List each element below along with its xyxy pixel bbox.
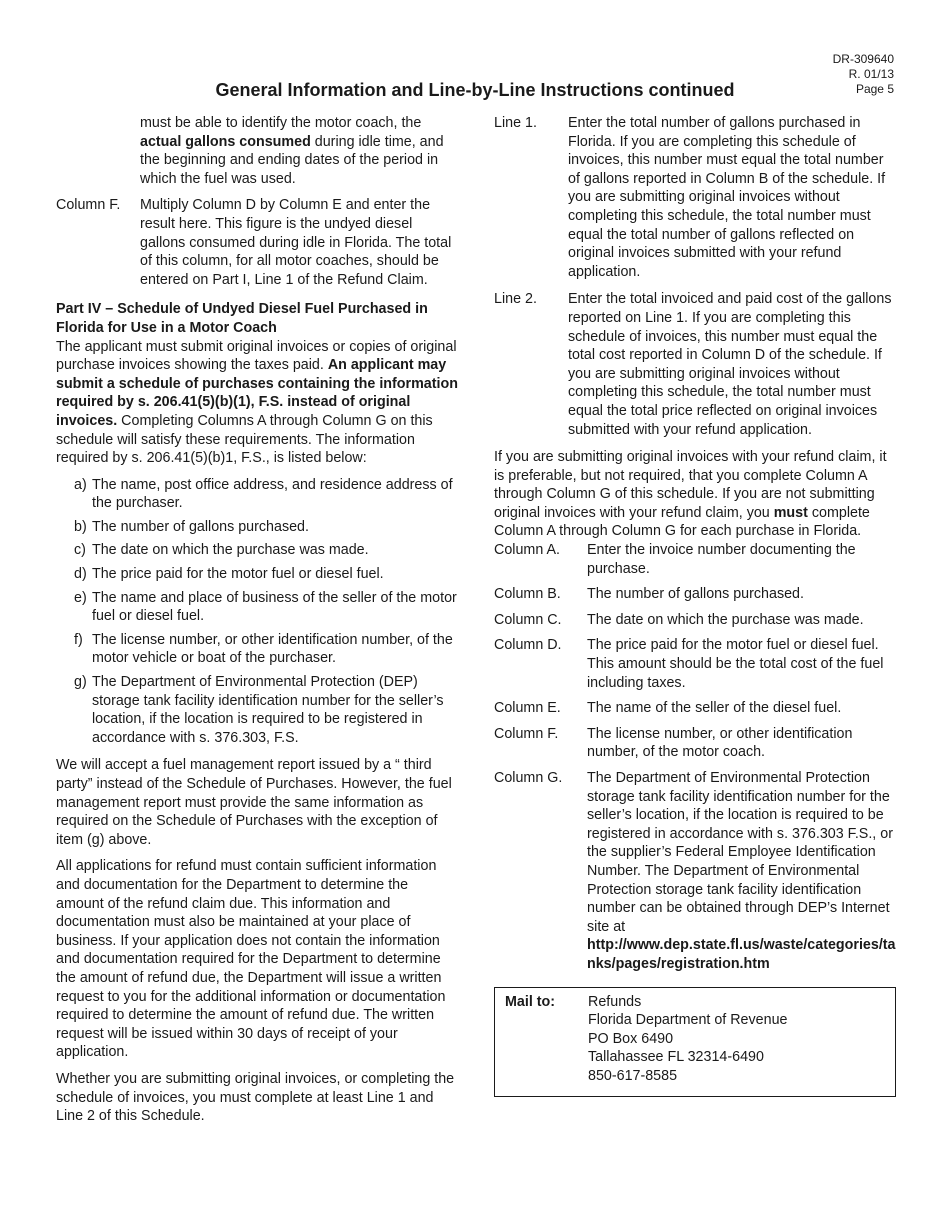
line-1-label: Line 1. bbox=[494, 115, 537, 131]
column-label: Column B. bbox=[494, 586, 561, 603]
list-marker: f) bbox=[74, 631, 83, 648]
address-line: PO Box 6490 bbox=[588, 1030, 674, 1047]
text-run: complete Column A through Column G for each purchase in Florida. bbox=[494, 504, 870, 540]
list-text: The date on which the purchase was made. bbox=[92, 542, 369, 559]
line-2-text: Enter the total invoiced and paid cost of the gallons reported on Line 1. If you are completing this schedule of invoices, this number must equal the total cost reported in Column D of the schedule. If you are submitting original invoices without completing this schedule, the total number must equal the total price reflected on original invoices submitted with your refund application. bbox=[568, 291, 892, 438]
list-marker: d) bbox=[74, 566, 87, 583]
mail-to-label: Mail to: bbox=[505, 993, 556, 1010]
applications-paragraph: All applications for refund must contain sufficient information and documentation for the Department to determine the amount of the refund claim due. This information and documentation must also be maintained at your place of business. If your application does not contain the information and documentation required for the Department to determine the amount of refund due, the Department will issue a written request to you for the additional information or documentation required to determine the amount of refund due. The written request will be issued within 30 days of receipt of your application. bbox=[56, 858, 446, 1061]
bold-text: actual gallons consumed bbox=[140, 133, 311, 150]
list-text: The number of gallons purchased. bbox=[92, 518, 309, 535]
whether-paragraph: Whether you are submitting original invoices, or completing the schedule of invoices, you must complete at least Line 1 and Line 2 of this Schedule. bbox=[56, 1070, 455, 1125]
address-line: Florida Department of Revenue bbox=[588, 1012, 788, 1029]
bold-text: An applicant may submit a schedule of purchases containing the information required by s. 206.41(5)(b)(1), F.S. instead of original invoices. bbox=[56, 357, 458, 429]
bold-text: must bbox=[773, 504, 808, 521]
page-number: Page 5 bbox=[855, 82, 894, 96]
page-title: General Information and Line-by-Line Instructions continued bbox=[215, 80, 735, 100]
list-item bbox=[74, 631, 458, 668]
column-f-text: Multiply Column D by Column E and enter the result here. This figure is the undyed diesel gallons consumed during idle in Florida. The total of this column, for all motor coaches, should be entered on Part I, Line 1 of the Refund Claim. bbox=[140, 197, 452, 288]
mail-to-box bbox=[494, 987, 896, 1097]
list-marker: a) bbox=[74, 476, 87, 493]
left-column bbox=[56, 114, 458, 1126]
part-iv-heading: Part IV – Schedule of Undyed Diesel Fuel Purchased in Florida for Use in a Motor Coach bbox=[56, 301, 428, 336]
column-a-instruction bbox=[494, 541, 896, 578]
text-run: must be able to identify the motor coach, the bbox=[140, 115, 422, 131]
column-label: Column A. bbox=[494, 542, 560, 559]
line-2-label: Line 2. bbox=[494, 291, 537, 308]
column-label: Column F. bbox=[494, 725, 559, 742]
address-line: Refunds bbox=[588, 993, 642, 1010]
right-column bbox=[494, 114, 896, 1097]
list-text: The license number, or other identification number, of the motor vehicle or boat of the purchaser. bbox=[92, 631, 453, 667]
text-run: Completing Columns A through Column G on this schedule will satisfy these requirements. The information required by s. 206.41(5)(b)1, F.S., is listed below: bbox=[56, 412, 433, 467]
column-d-instruction bbox=[494, 636, 896, 692]
list-text: The price paid for the motor fuel or diesel fuel. bbox=[92, 566, 384, 583]
text-run: If you are submitting original invoices with your refund claim, it is preferable, but not required, that you complete Column A through Column G of this schedule. If you are not submitting original invoices with your refund claim, you bbox=[494, 449, 887, 521]
text-run: The applicant must submit original invoices or copies of original purchase invoices showing the taxes paid. bbox=[56, 338, 457, 374]
continued-paragraph bbox=[56, 114, 458, 188]
list-text: The name and place of business of the seller of the motor fuel or diesel fuel. bbox=[92, 589, 457, 625]
column-label: Column C. bbox=[494, 611, 562, 628]
column-b-instruction bbox=[494, 585, 896, 604]
list-text: The Department of Environmental Protection (DEP) storage tank facility identification number for the seller’s location, if the location is required to be registered in accordance with s. 376.303, F.S. bbox=[92, 674, 444, 746]
list-marker: b) bbox=[74, 518, 87, 535]
mailing-address bbox=[588, 993, 787, 1086]
column-text: The price paid for the motor fuel or diesel fuel. This amount should be the total cost of the fuel including taxes. bbox=[587, 637, 884, 691]
line-1-instruction bbox=[494, 114, 896, 281]
column-text: Enter the invoice number documenting the purchase. bbox=[587, 542, 856, 577]
line-2-instruction bbox=[494, 290, 896, 439]
column-f-instruction bbox=[494, 725, 896, 762]
column-g-text bbox=[587, 769, 896, 974]
text-run: The Department of Environmental Protection storage tank facility identification number for the seller’s location, if the location is required to be registered in accordance with s. 376.303 F.S., or the supplier’s Federal Employee Identification Number. The Department of Environmental Protection storage tank facility identification number can be obtained through DEP’s Internet site at bbox=[587, 770, 893, 935]
part-iv-paragraph bbox=[56, 338, 458, 468]
line-1-text: Enter the total number of gallons purchased in Florida. If you are completing this schedule of invoices, this number must equal the total number of gallons reported in Column B of the schedule. If you are submitting original invoices without completing this schedule, the total number must equal the total number of gallons reflected on original invoices submitted with your refund application. bbox=[568, 115, 886, 280]
list-item bbox=[74, 518, 458, 537]
list-item bbox=[74, 565, 458, 584]
form-number: DR-309640 bbox=[832, 52, 894, 66]
column-text: The name of the seller of the diesel fuel. bbox=[587, 700, 842, 717]
column-e-instruction bbox=[494, 699, 896, 718]
fuel-report-paragraph: We will accept a fuel management report issued by a “ third party” instead of the Schedule of Purchases. However, the fuel management report must provide the same information as required on the Schedule of Purchases with the exception of item (g) above. bbox=[56, 757, 452, 848]
column-f-instruction bbox=[56, 196, 458, 289]
list-item bbox=[74, 541, 458, 560]
column-f-label: Column F. bbox=[56, 197, 121, 214]
list-text: The name, post office address, and residence address of the purchaser. bbox=[92, 476, 453, 512]
submit-paragraph bbox=[494, 448, 896, 541]
list-marker: g) bbox=[74, 674, 87, 691]
required-info-list bbox=[56, 476, 458, 748]
dep-registration-link[interactable]: http://www.dep.state.fl.us/waste/categories/tanks/pages/registration.htm bbox=[587, 937, 896, 972]
list-item bbox=[74, 476, 458, 513]
column-g-instruction bbox=[494, 769, 896, 974]
form-revision: R. 01/13 bbox=[848, 67, 894, 81]
list-item bbox=[74, 589, 458, 626]
column-c-instruction bbox=[494, 611, 896, 630]
list-marker: c) bbox=[74, 542, 86, 559]
column-label: Column D. bbox=[494, 637, 562, 654]
column-g-label: Column G. bbox=[494, 770, 563, 786]
text-run: during idle time, and the beginning and ending dates of the period in which the fuel was used. bbox=[140, 133, 444, 187]
column-text: The license number, or other identification number, of the motor coach. bbox=[587, 725, 853, 761]
phone-number: 850-617-8585 bbox=[588, 1067, 678, 1084]
column-text: The number of gallons purchased. bbox=[587, 586, 804, 603]
column-label: Column E. bbox=[494, 700, 561, 717]
list-marker: e) bbox=[74, 589, 87, 606]
address-line: Tallahassee FL 32314-6490 bbox=[588, 1049, 764, 1066]
list-item bbox=[74, 673, 458, 747]
column-text: The date on which the purchase was made. bbox=[587, 611, 864, 628]
